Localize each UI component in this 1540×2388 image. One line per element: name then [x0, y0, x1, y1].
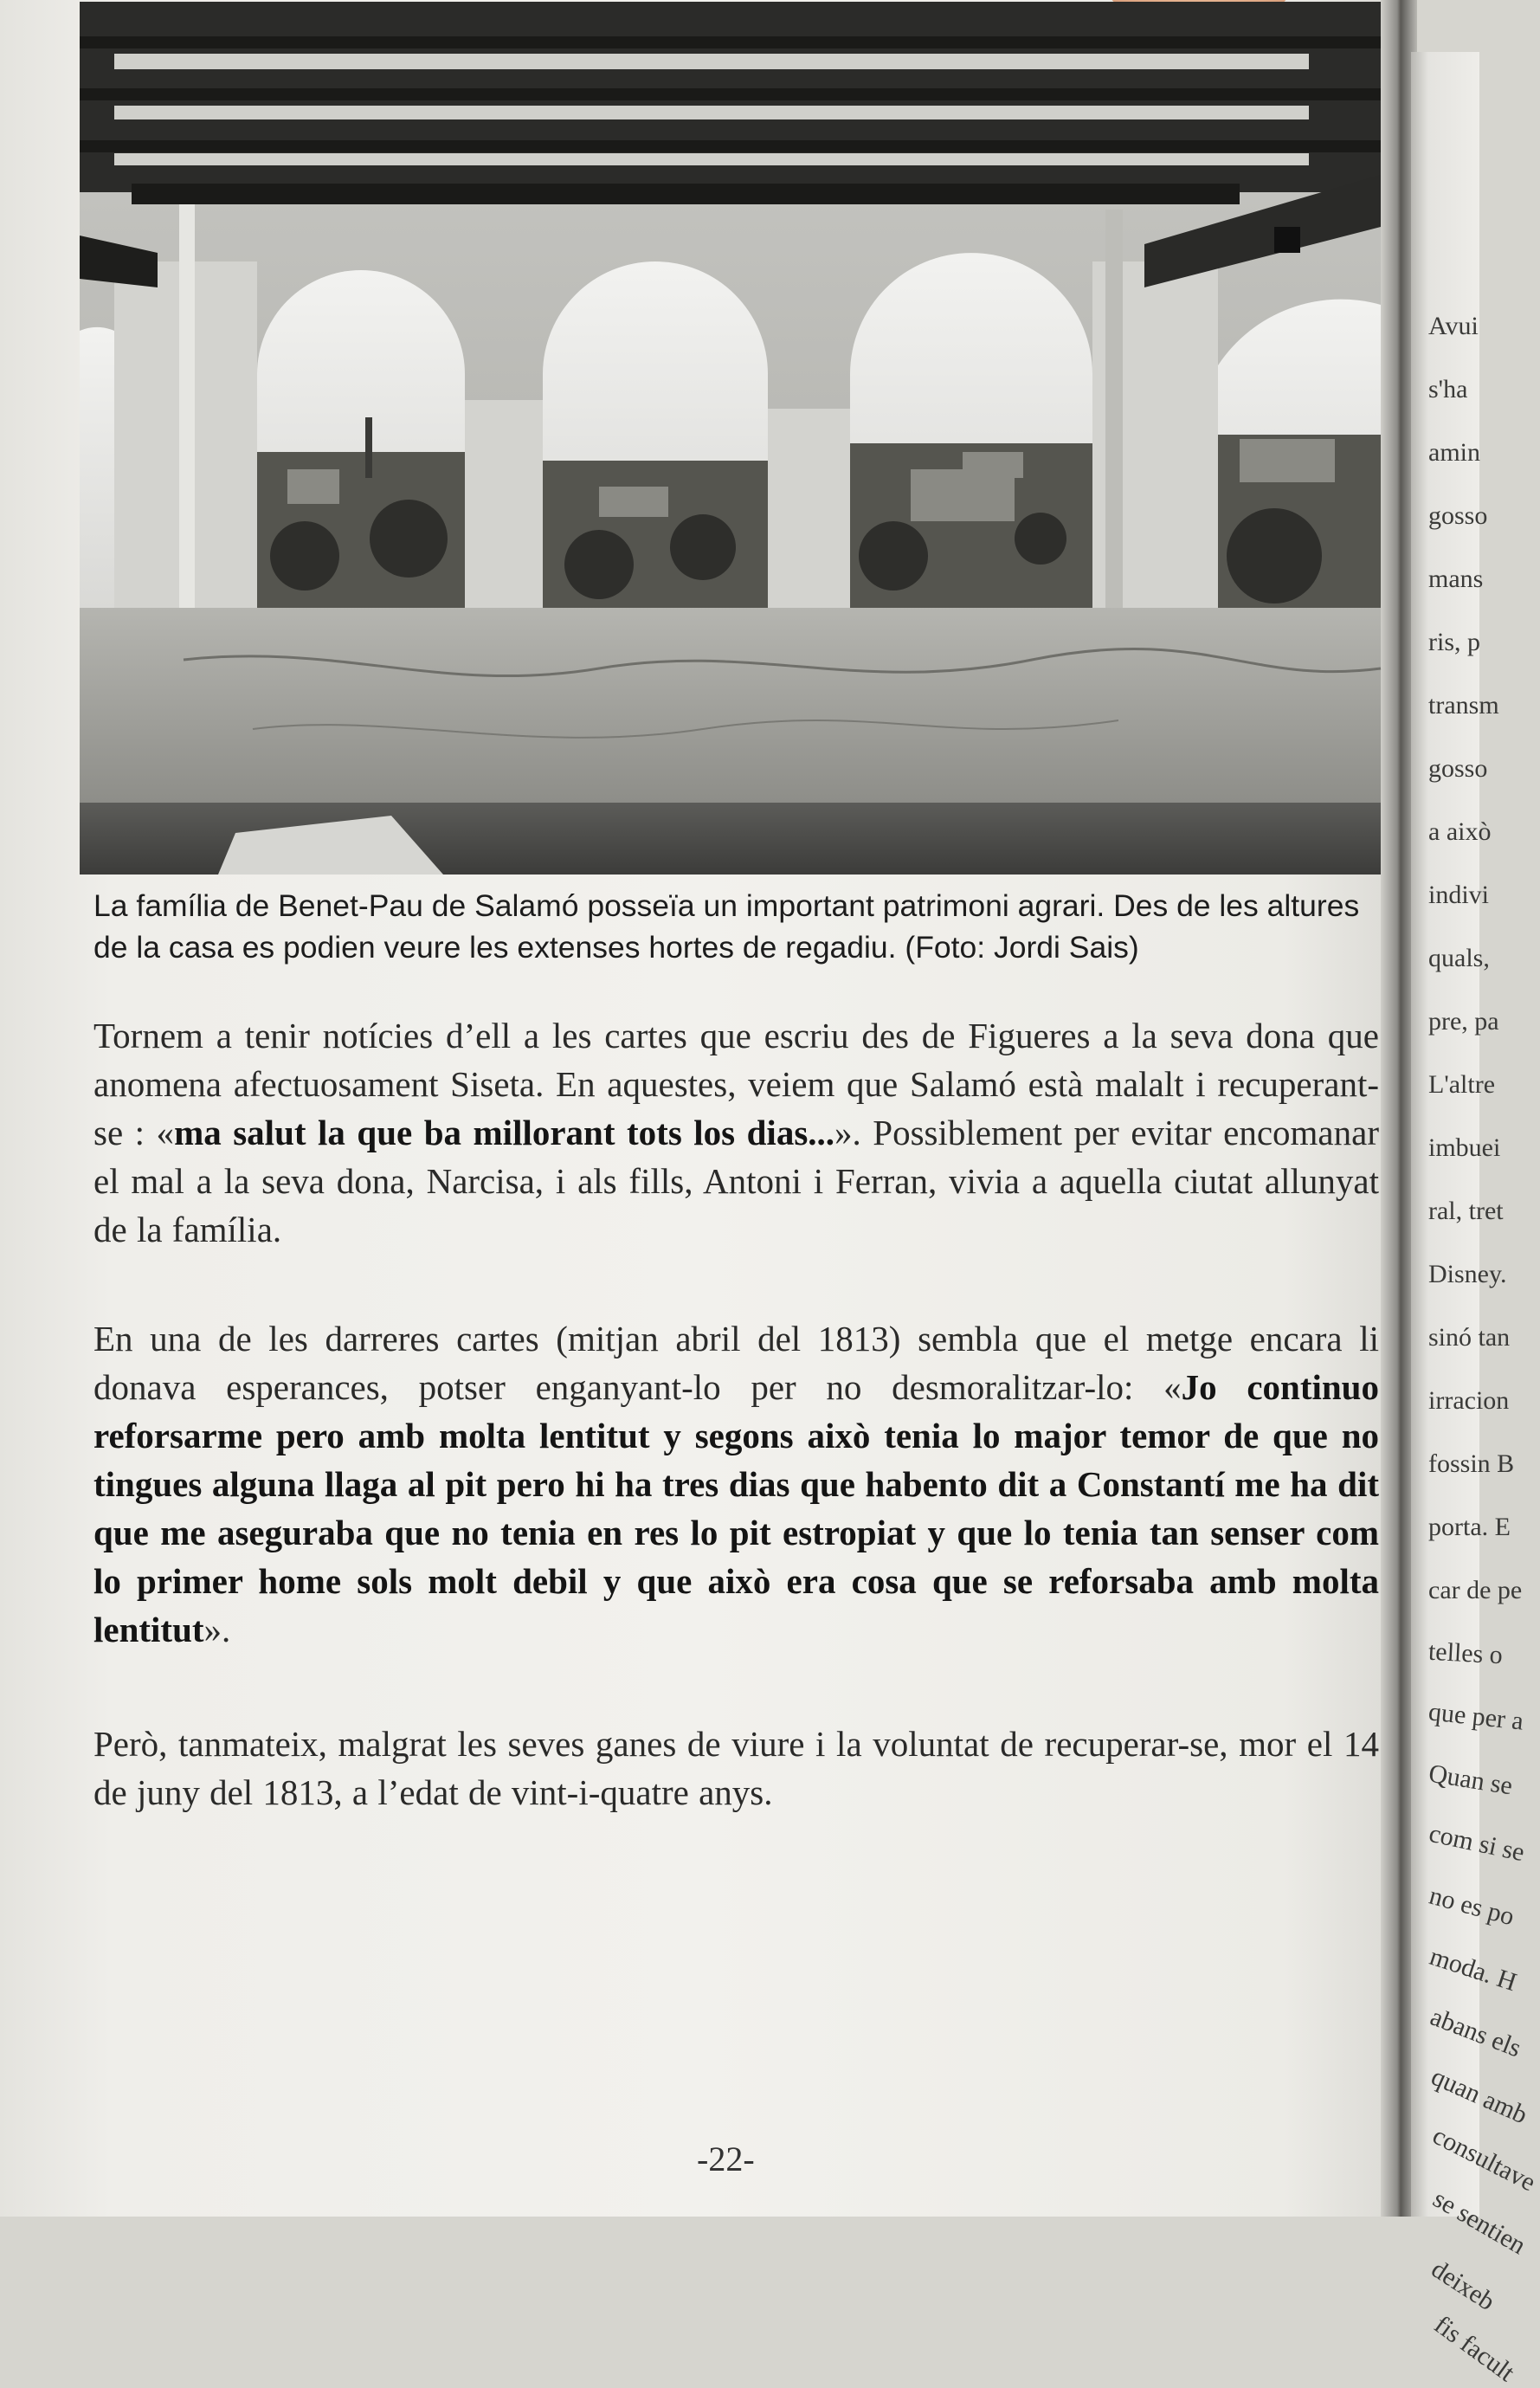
next-page-fragment: transm — [1428, 691, 1499, 720]
paragraph-1 — [93, 1011, 1379, 1254]
next-page-fragment: quals, — [1428, 944, 1490, 972]
next-page-fragment: gosso — [1428, 754, 1488, 783]
next-page-fragment: porta. E — [1428, 1513, 1511, 1541]
next-page-fragment: no es po — [1426, 1881, 1517, 1932]
paragraph-2-text: En una de les darreres cartes (mitjan abril del 1813) sembla que el metge encara li donava esperances, potser enganyant-lo per no desmoralitzar-lo: « — [93, 1319, 1379, 1407]
next-page-fragment: irracion — [1428, 1386, 1510, 1415]
paragraph-3 — [93, 1720, 1379, 1817]
paragraph-2 — [93, 1314, 1379, 1654]
next-page-fragment: deixeb — [1426, 2254, 1500, 2317]
next-page-fragment: a això — [1428, 817, 1492, 846]
paragraph-1-text-end: ». Possiblement per evitar encomanar el mal a la seva dona, Narcisa, i als fills, Antoni i Ferran, vivia a aquella ciutat allunyat de la família. — [93, 1113, 1379, 1249]
next-page-fragment: Disney. — [1428, 1260, 1507, 1288]
next-page-edge — [1411, 52, 1540, 2388]
next-page-fragment: Avui — [1428, 312, 1479, 340]
next-page-fragment: sinó tan — [1428, 1323, 1511, 1352]
next-page-fragment: com si se — [1426, 1818, 1527, 1868]
next-page-fragment: s'ha — [1428, 375, 1468, 403]
next-page-fragment: ral, tret — [1428, 1197, 1504, 1225]
paragraph-1-quote: ma salut la que ba millorant tots los dias... — [174, 1113, 835, 1152]
next-page-fragment: indivi — [1428, 881, 1490, 909]
next-page-fragment: car de pe — [1428, 1576, 1523, 1604]
next-page-fragment: quan amb — [1427, 2062, 1532, 2130]
next-page-fragment: que per a — [1427, 1697, 1525, 1736]
paragraph-3-text: Però, tanmateix, malgrat les seves ganes de viure i la voluntat de recuperar-se, mor el 14 de juny del 1813, a l’edat de vint-i-quatre anys. — [93, 1724, 1379, 1812]
next-page-fragment: moda. H — [1426, 1941, 1521, 1998]
next-page-fragment: L'altre — [1428, 1070, 1496, 1099]
page-number: -22- — [697, 2140, 755, 2178]
paragraph-1-text: Tornem a tenir notícies d’ell a les cartes que escriu des de Figueres a la seva dona que anomena afectuosament Siseta. En aquestes, veiem que Salamó està malalt i recuperant-se : « — [93, 1016, 1379, 1152]
next-page-fragment: amin — [1428, 438, 1480, 467]
next-page-fragment: gosso — [1428, 501, 1488, 530]
next-page-fragment: Quan se — [1427, 1759, 1515, 1801]
next-page-fragment: fis facult — [1428, 2310, 1520, 2388]
next-page-fragment: fossin B — [1428, 1449, 1515, 1478]
paragraph-2-quote: Jo continuo reforsarme pero amb molta lentitut y segons això tenia lo major temor de que no tingues alguna llaga al pit pero hi ha tres dias que habento dit a Constantí me ha dit que me aseguraba que no tenia en res lo pit estropiat y que lo tenia tan senser com lo primer home sols molt debil y que això era cosa que se reforsaba amb molta lentitut — [93, 1367, 1379, 1649]
photo-arched-gallery — [80, 2, 1381, 875]
next-page-fragment: se sentien — [1427, 2184, 1531, 2261]
paragraph-2-text-end: ». — [203, 1610, 231, 1649]
next-page-fragment: pre, pa — [1428, 1007, 1499, 1036]
next-page-fragment: mans — [1428, 565, 1484, 593]
next-page-fragment: consultave — [1427, 2120, 1540, 2198]
photo-caption: La família de Benet-Pau de Salamó posseïa un important patrimoni agrari. Des de les altures de la casa es podien veure les extenses hortes de regadiu. (Foto: Jordi Sais) — [93, 888, 1360, 965]
next-page-fragment: ris, p — [1428, 628, 1480, 656]
next-page-fragment: telles o — [1427, 1636, 1504, 1670]
next-page-fragment: imbuei — [1428, 1133, 1501, 1162]
next-page-fragment: abans els — [1426, 2002, 1525, 2063]
